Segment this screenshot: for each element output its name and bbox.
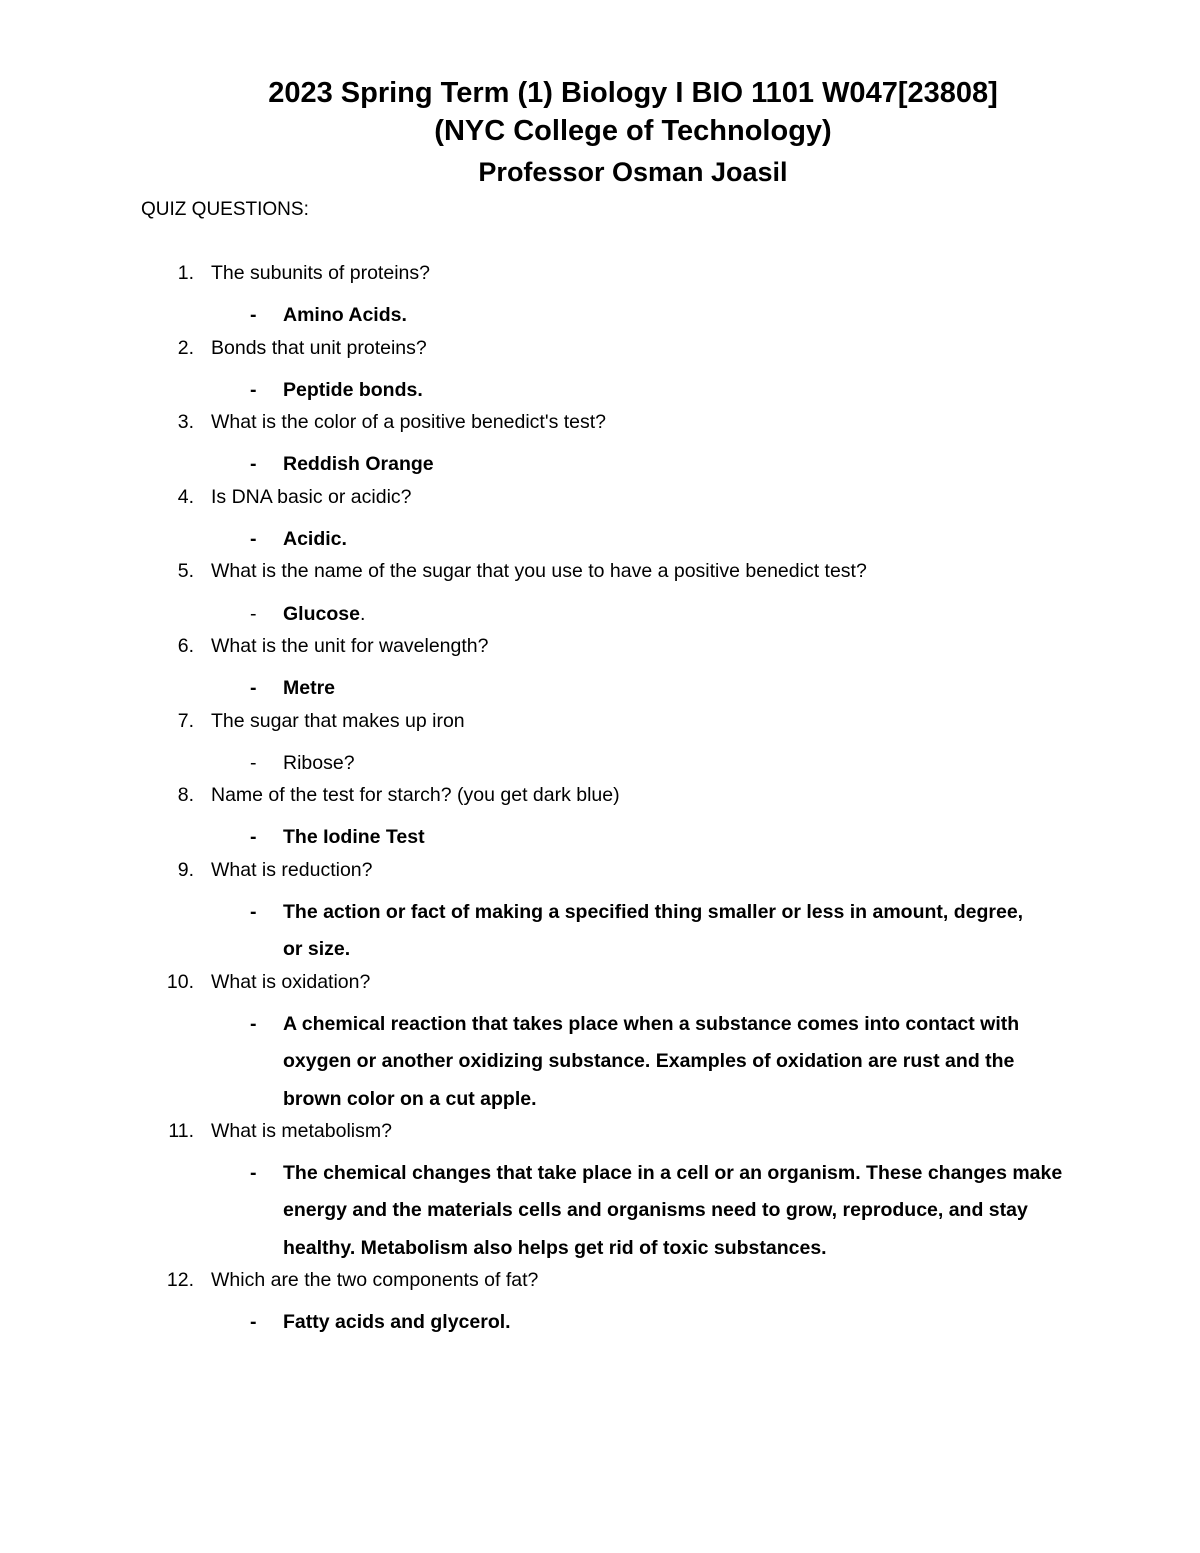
question-text: What is the unit for wavelength? xyxy=(211,634,489,657)
question-item xyxy=(0,1267,1200,1304)
question-text: Name of the test for starch? (you get dark blue) xyxy=(211,784,620,807)
question-item xyxy=(0,484,1200,521)
answer-bullet: - xyxy=(250,378,257,401)
answer-bold-text: Glucose xyxy=(283,602,360,625)
question-item xyxy=(0,558,1200,595)
answer-text: Peptide bonds. xyxy=(283,378,423,401)
answer-item xyxy=(0,596,1200,633)
question-number: 2. xyxy=(177,336,194,359)
question-number: 10. xyxy=(166,970,194,993)
professor-name: Professor Osman Joasil xyxy=(478,157,788,187)
question-text: The sugar that makes up iron xyxy=(211,709,465,732)
answer-item xyxy=(0,297,1200,334)
college-name: (NYC College of Technology) xyxy=(434,115,832,147)
answer-bullet: - xyxy=(250,677,257,700)
question-text: The subunits of proteins? xyxy=(211,262,430,284)
question-item xyxy=(0,409,1200,446)
answer-suffix: . xyxy=(359,602,366,625)
question-number: 6. xyxy=(177,634,194,657)
answer-text: Amino Acids. xyxy=(283,304,407,327)
question-text: What is oxidation? xyxy=(211,970,371,993)
answer-bullet: - xyxy=(250,826,257,849)
answer-bullet: - xyxy=(250,1311,257,1334)
document-header xyxy=(0,74,1200,190)
answer-text: Metre xyxy=(283,677,336,700)
answer-text: Fatty acids and glycerol. xyxy=(283,1311,511,1334)
question-item xyxy=(0,857,1200,894)
answer-bullet: - xyxy=(250,528,257,551)
question-text: Bonds that unit proteins? xyxy=(211,336,427,359)
answer-bullet: - xyxy=(250,901,257,924)
question-text: What is the color of a positive benedict's test? xyxy=(211,411,607,434)
answer-bullet: - xyxy=(250,1162,257,1185)
course-title: 2023 Spring Term (1) Biology I BIO 1101 W047[23808] xyxy=(268,77,998,109)
answer-item xyxy=(0,521,1200,558)
answer-text: The chemical changes that take place in a cell or an organism. These changes make energy and the materials cells and organisms need to grow, reproduce, and stay healthy. Metabolism also helps get rid of toxic substances. xyxy=(283,1162,1063,1259)
question-item xyxy=(0,1118,1200,1155)
question-text: What is the name of the sugar that you use to have a positive benedict test? xyxy=(211,560,867,583)
question-number: 8. xyxy=(177,784,194,807)
quiz-list xyxy=(0,260,1200,1342)
question-item xyxy=(0,782,1200,819)
question-text: What is reduction? xyxy=(211,858,373,881)
question-item xyxy=(0,633,1200,670)
answer-item xyxy=(0,372,1200,409)
answer-item xyxy=(0,1006,1200,1118)
question-number: 9. xyxy=(177,858,194,881)
question-number: 5. xyxy=(177,560,194,583)
answer-bullet: - xyxy=(250,751,257,774)
answer-item xyxy=(0,819,1200,856)
question-number: 7. xyxy=(177,709,194,732)
answer-item xyxy=(0,1304,1200,1341)
question-number: 1. xyxy=(177,262,194,284)
answer-text: The Iodine Test xyxy=(283,826,425,849)
question-number: 3. xyxy=(177,411,194,434)
answer-bullet: - xyxy=(250,1012,257,1035)
question-item xyxy=(0,708,1200,745)
question-text: Which are the two components of fat? xyxy=(211,1269,539,1292)
answer-text: The action or fact of making a specified thing smaller or less in amount, degree, or size. xyxy=(283,901,1024,961)
question-item xyxy=(0,335,1200,372)
answer-item xyxy=(0,446,1200,483)
answer-text: Reddish Orange xyxy=(283,453,434,476)
question-number: 4. xyxy=(177,485,194,508)
quiz-questions-label: QUIZ QUESTIONS: xyxy=(141,199,309,220)
question-number: 11. xyxy=(168,1119,194,1142)
question-text: What is metabolism? xyxy=(211,1119,392,1142)
answer-item xyxy=(0,670,1200,707)
question-item xyxy=(0,969,1200,1006)
answer-item xyxy=(0,1155,1200,1267)
answer-bullet: - xyxy=(250,602,257,625)
answer-text: Acidic. xyxy=(283,528,347,551)
answer-item xyxy=(0,894,1200,969)
answer-text: Ribose? xyxy=(283,751,355,774)
question-item xyxy=(0,260,1200,297)
answer-bullet: - xyxy=(250,453,257,476)
answer-item xyxy=(0,745,1200,782)
answer-bullet: - xyxy=(250,304,257,327)
question-text: Is DNA basic or acidic? xyxy=(211,485,412,508)
answer-text xyxy=(283,596,1073,633)
question-number: 12. xyxy=(166,1269,194,1292)
answer-text: A chemical reaction that takes place when a substance comes into contact with oxygen or another oxidizing substance. Examples of oxidation are rust and the brown color on a cut apple. xyxy=(283,1012,1020,1110)
